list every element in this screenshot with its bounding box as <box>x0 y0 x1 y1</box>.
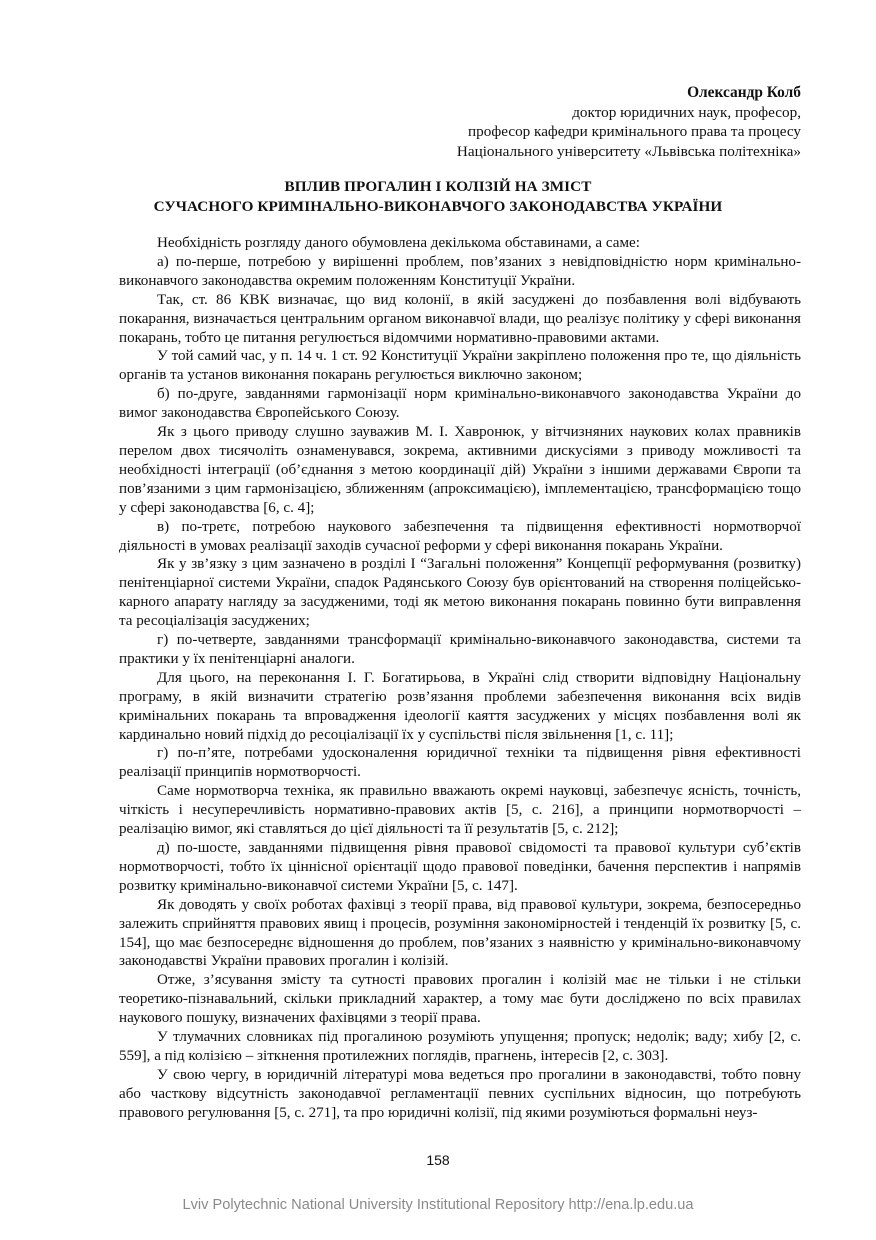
body-paragraph: Так, ст. 86 КВК визначає, що вид колонії, в якій засуджені до позбавлення волі відбувають покарання, визначається центральним органом виконавчої влади, що реалізує політику у сфері виконання покарань, тобто це питання регулюється відомчими нормативно-правовими актами. <box>119 291 801 346</box>
author-affiliation-line: Національного університету «Львівська політехніка» <box>456 142 801 160</box>
author-name: Олександр Колб <box>687 84 801 101</box>
article-title-line: СУЧАСНОГО КРИМІНАЛЬНО-ВИКОНАВЧОГО ЗАКОНОДАВСТВА УКРАЇНИ <box>153 197 723 215</box>
author-affiliation-line: доктор юридичних наук, професор, <box>572 103 801 121</box>
page-number: 158 <box>426 1152 450 1168</box>
body-paragraph: г) по-п’яте, потребами удосконалення юридичної техніки та підвищення рівня ефективності реалізації принципів нормотворчості. <box>119 745 801 781</box>
article-title-line: ВПЛИВ ПРОГАЛИН І КОЛІЗІЙ НА ЗМІСТ <box>284 178 592 195</box>
body-paragraph: У тлумачних словниках під прогалиною розуміють упущення; пропуск; недолік; ваду; хибу [2, с. 559], а під колізією – зіткнення протилежних поглядів, прагнень, інтересів [2, с. 303]. <box>119 1029 801 1064</box>
body-paragraph: б) по-друге, завданнями гармонізації норм кримінально-виконавчого законодавства України до вимог законодавства Європейського Союзу. <box>119 386 801 422</box>
author-block <box>457 83 801 161</box>
body-paragraph: в) по-третє, потребою наукового забезпечення та підвищення ефективності нормотворчої діяльності в умовах реалізації заходів сучасної реформи у сфері виконання покарань України. <box>119 518 801 554</box>
article-body <box>119 234 801 1123</box>
body-paragraph: д) по-шосте, завданнями підвищення рівня правової свідомості та правової культури суб’єктів нормотворчості, тобто їх ціннісної орієнтації щодо правової поведінки, бачення перспектив і напрямів розвитку кримінально-виконавчої системи України [5, с. 147]. <box>119 840 801 894</box>
article-title <box>75 177 801 216</box>
body-paragraph: Необхідність розгляду даного обумовлена декількома обставинами, а саме: <box>157 235 640 251</box>
repository-footer: Lviv Polytechnic National University Institutional Repository http://ena.lp.edu.ua <box>182 1197 694 1213</box>
body-paragraph: г) по-четверте, завданнями трансформації кримінально-виконавчого законодавства, системи та практики у їх пенітенціарні аналоги. <box>119 632 801 667</box>
body-paragraph: Як доводять у своїх роботах фахівці з теорії права, від правової культури, зокрема, безпосередньо залежить сприйняття правових явищ і процесів, розуміння закономірностей і тенденцій їх розвитку [5, с. 154], що має безпосереднє відношення до проблем, пов’язаних з наявністю у кримінально-виконавчому законодавстві України правових прогалин і колізій. <box>119 896 801 970</box>
body-paragraph: У той самий час, у п. 14 ч. 1 ст. 92 Конституції України закріплено положення про те, що діяльність органів та установ виконання покарань регулюється виключно законом; <box>119 348 801 384</box>
body-paragraph: Як у зв’язку з цим зазначено в розділі І “Загальні положення” Концепції реформування (розвитку) пенітенціарної системи України, спадок Радянського Союзу був орієнтований на створення поліцейсько-карного апарату нагляду за засудженими, тоді як метою виконання покарань повинно бути виправлення та ресоціалізація засуджених; <box>119 556 801 630</box>
body-paragraph: Саме нормотворча техніка, як правильно вважають окремі науковці, забезпечує ясність, точність, чіткість і несуперечливість нормативно-правових актів [5, с. 216], а принципи нормотворчості – реалізацію вимог, які ставляться до цієї діяльності та її результатів [5, с. 212]; <box>119 783 801 838</box>
body-paragraph: Як з цього приводу слушно зауважив М. І. Хавронюк, у вітчизняних наукових колах правників перелом двох тисячоліть ознаменувався, зокрема, активними дискусіями з приводу можливості та необхідності інтеграції (об’єднання з метою координації дій) України з іншими державами Європи та пов’язаними з цим гармонізацією, зближенням (апроксимацією), імплементацією, трансформацією тощо у сфері законодавства [6, с. 4]; <box>119 424 801 516</box>
body-paragraph: Для цього, на переконання І. Г. Богатирьова, в Україні слід створити відповідну Національну програму, в якій визначити стратегію розв’язання проблеми забезпечення виконання всіх видів кримінальних покарань та впровадження ідеології каяття засуджених у місцях позбавлення волі як кардинально новий підхід до ресоціалізації їх у суспільстві після звільнення [1, с. 11]; <box>119 669 801 743</box>
body-paragraph: Отже, з’ясування змісту та сутності правових прогалин і колізій має не тільки і не стільки теоретико-пізнавальний, скільки прикладний характер, а тому має бути досліджено по всіх правилах наукового пошуку, визначених фахівцями з теорії права. <box>119 972 801 1027</box>
body-paragraph: а) по-перше, потребою у вирішенні проблем, пов’язаних з невідповідністю норм кримінально-виконавчого законодавства окремим положенням Конституції України. <box>119 253 801 289</box>
body-paragraph: У свою чергу, в юридичній літературі мова ведеться про прогалини в законодавстві, тобто повну або часткову відсутність законодавчої регламентації певних суспільних відносин, що потребують правового регулювання [5, с. 271], та про юридичні колізії, під якими розуміються формальні неуз- <box>119 1066 801 1121</box>
author-affiliation-line: професор кафедри кримінального права та процесу <box>468 123 801 141</box>
